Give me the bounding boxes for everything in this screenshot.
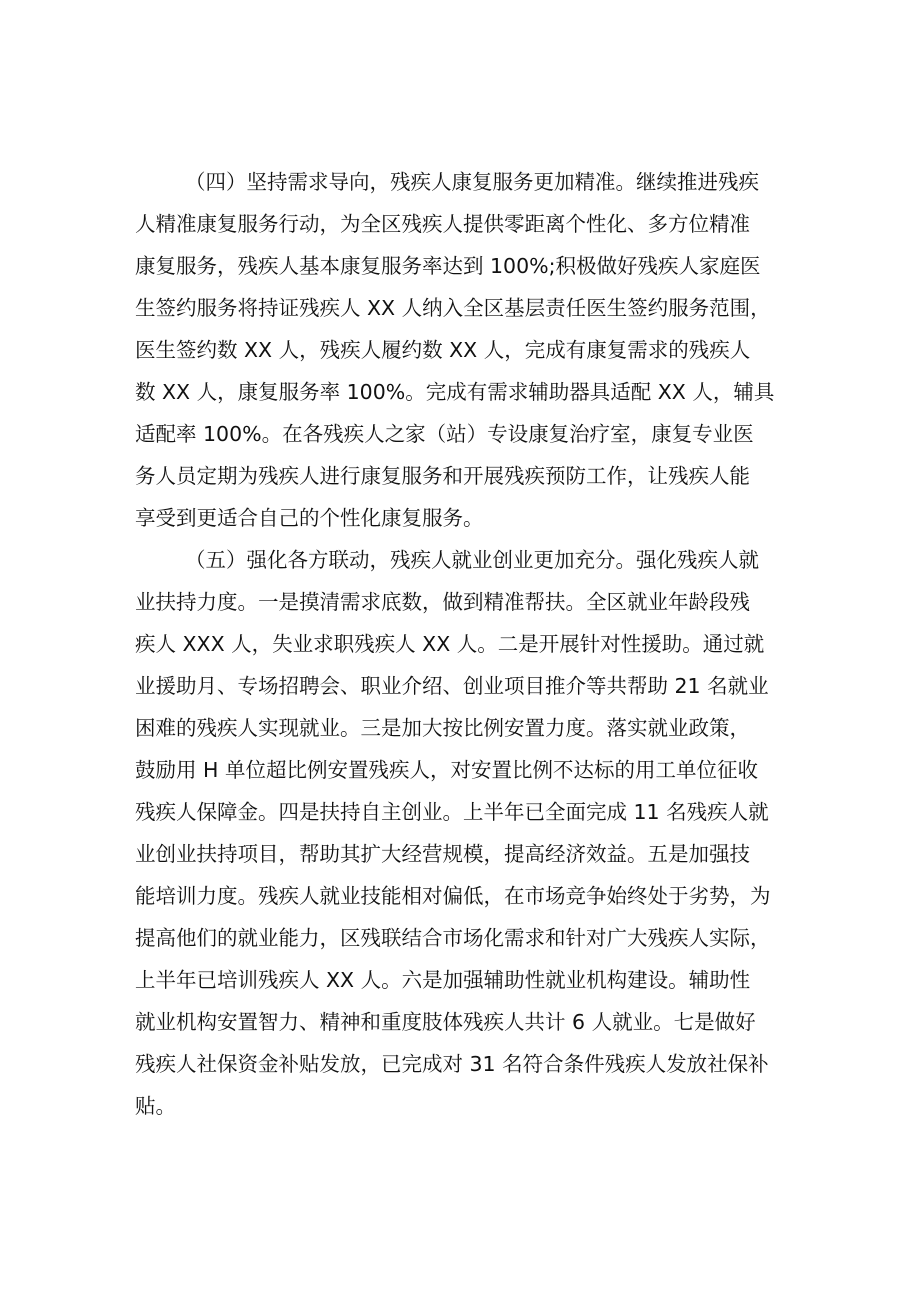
text-line: 业援助月、专场招聘会、职业介绍、创业项目推介等共帮助 21 名就业: [135, 674, 769, 698]
text-line: 鼓励用 H 单位超比例安置残疾人，对安置比例不达标的用工单位征收: [135, 758, 758, 782]
text-line: 残疾人社保资金补贴发放，已完成对 31 名符合条件残疾人发放社保补: [135, 1052, 769, 1076]
text-line: 康复服务，残疾人基本康复服务率达到 100%;积极做好残疾人家庭医: [135, 254, 761, 278]
text-line: 数 XX 人，康复服务率 100%。完成有需求辅助器具适配 XX 人，辅具: [135, 380, 775, 404]
text-line: 上半年已培训残疾人 XX 人。六是加强辅助性就业机构建设。辅助性: [135, 968, 751, 992]
text-line: （四）坚持需求导向，残疾人康复服务更加精准。继续推进残疾: [185, 170, 759, 194]
text-line: 能培训力度。残疾人就业技能相对偏低，在市场竞争始终处于劣势，为: [135, 884, 771, 908]
text-line: 适配率 100%。在各残疾人之家（站）专设康复治疗室，康复专业医: [135, 422, 754, 446]
text-line: 就业机构安置智力、精神和重度肢体残疾人共计 6 人就业。七是做好: [135, 1010, 756, 1034]
text-line: 困难的残疾人实现就业。三是加大按比例安置力度。落实就业政策，: [135, 716, 750, 740]
text-line: 享受到更适合自己的个性化康复服务。: [135, 506, 484, 530]
text-line: 提高他们的就业能力，区残联结合市场化需求和针对广大残疾人实际，: [135, 926, 771, 950]
text-line: 贴。: [135, 1094, 176, 1118]
text-line: 医生签约数 XX 人，残疾人履约数 XX 人，完成有康复需求的残疾人: [135, 338, 751, 362]
text-line: 业创业扶持项目，帮助其扩大经营规模，提高经济效益。五是加强技: [135, 842, 750, 866]
text-line: 人精准康复服务行动，为全区残疾人提供零距离个性化、多方位精准: [135, 212, 750, 236]
text-line: 务人员定期为残疾人进行康复服务和开展残疾预防工作，让残疾人能: [135, 464, 750, 488]
text-line: 残疾人保障金。四是扶持自主创业。上半年已全面完成 11 名残疾人就: [135, 800, 769, 824]
text-line: 疾人 XXX 人，失业求职残疾人 XX 人。二是开展针对性援助。通过就: [135, 632, 765, 656]
text-line: 生签约服务将持证残疾人 XX 人纳入全区基层责任医生签约服务范围，: [135, 296, 771, 320]
text-line: 业扶持力度。一是摸清需求底数，做到精准帮扶。全区就业年龄段残: [135, 590, 750, 614]
text-line: （五）强化各方联动，残疾人就业创业更加充分。强化残疾人就: [185, 548, 759, 572]
